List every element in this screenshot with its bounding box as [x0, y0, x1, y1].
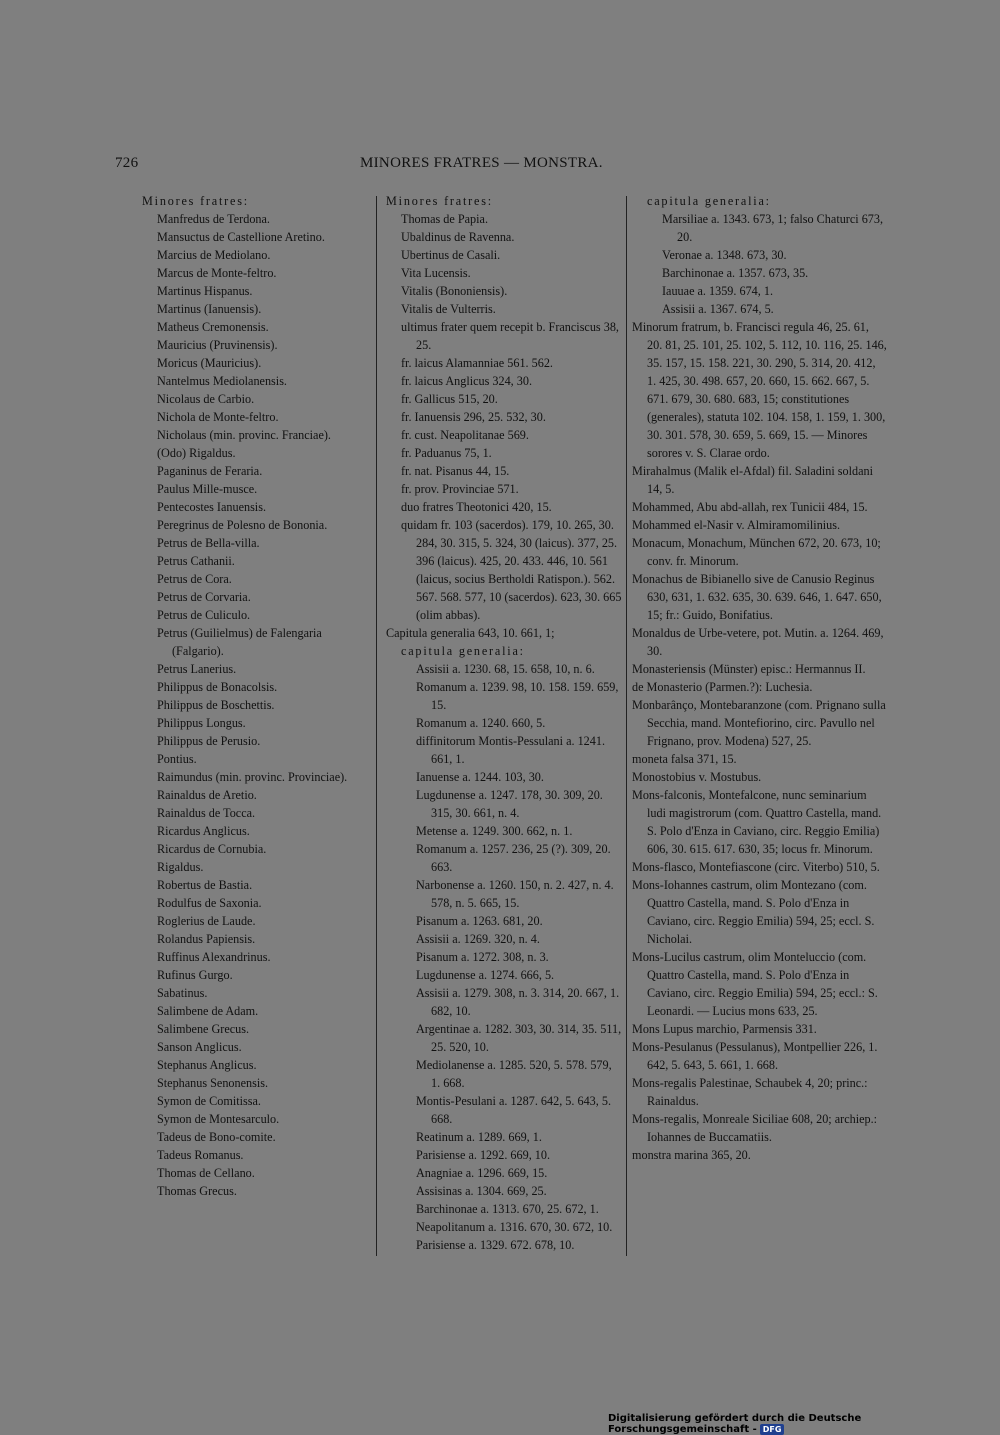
- index-entry: Sanson Anglicus.: [157, 1040, 242, 1054]
- index-entry: fr. laicus Alamanniae 561. 562.: [401, 356, 553, 370]
- index-entry: Paganinus de Feraria.: [157, 464, 263, 478]
- index-entry: Rainaldus de Tocca.: [157, 806, 256, 820]
- index-entry: Mauricius (Pruvinensis).: [157, 338, 278, 352]
- index-entry: Mirahalmus (Malik el-Afdal) fil. Saladini soldani 14, 5.: [632, 464, 873, 496]
- index-entry: Mons-falconis, Montefalcone, nunc seminarium ludi magistrorum (com. Quattro Castella, mand. S. Polo d'Enza in Caviano, circ. Reggio Emilia) 606, 30. 615. 617. 630, 35; locus fr. Minorum.: [632, 788, 882, 856]
- index-entry: Mons-Lucilus castrum, olim Monteluccio (com. Quattro Castella, mand. S. Polo d'Enza in Caviano, circ. Reggio Emilia) 594, 25; eccl.: S. Leonardi. — Lucius mons 633, 25.: [632, 950, 878, 1018]
- index-entry: Barchinonae a. 1357. 673, 35.: [662, 266, 809, 280]
- index-entry: Vita Lucensis.: [401, 266, 471, 280]
- index-entry: Minores fratres:: [142, 194, 249, 208]
- index-column-2: [386, 192, 622, 1254]
- page-number: 726: [115, 155, 139, 171]
- index-entry: Mediolanense a. 1285. 520, 5. 578. 579, 1. 668.: [416, 1058, 612, 1090]
- index-entry: duo fratres Theotonici 420, 15.: [401, 500, 552, 514]
- index-entry: Assisii a. 1230. 68, 15. 658, 10, n. 6.: [416, 662, 595, 676]
- index-entry: Minorum fratrum, b. Francisci regula 46, 25. 61, 20. 81, 25. 101, 25. 102, 5. 112, 10. 116, 25. 146, 35. 157, 15. 158. 221, 30. 290, 5. 314, 20. 412, 1. 425, 30. 498. 657, 20. 660, 15. 662. 667, 5. 671. 679, 30. 680. 683, 15; constitutiones (generales), statuta 102. 104. 158, 1. 159, 1. 300, 30. 301. 578, 30. 659, 5. 669, 15. — Minores sorores v. S. Clarae ordo.: [632, 320, 887, 460]
- index-entry: Assisii a. 1279. 308, n. 3. 314, 20. 667, 1. 682, 10.: [416, 986, 620, 1018]
- index-entry: Romanum a. 1257. 236, 25 (?). 309, 20. 663.: [416, 842, 611, 874]
- index-entry: Tadeus de Bono-comite.: [157, 1130, 276, 1144]
- index-entry: Romanum a. 1240. 660, 5.: [416, 716, 546, 730]
- index-entry: capitula generalia:: [647, 194, 771, 208]
- index-entry: Matheus Cremonensis.: [157, 320, 269, 334]
- index-entry: Iauuae a. 1359. 674, 1.: [662, 284, 774, 298]
- index-entry: Mohammed el-Nasir v. Almiramomilinius.: [632, 518, 841, 532]
- index-entry: Rigaldus.: [157, 860, 204, 874]
- index-entry: Mons-flasco, Montefiascone (circ. Viterbo) 510, 5.: [632, 860, 880, 874]
- index-entry: Mons-regalis, Monreale Siciliae 608, 20; archiep.: Iohannes de Buccamatiis.: [632, 1112, 878, 1144]
- index-entry: Mons Lupus marchio, Parmensis 331.: [632, 1022, 817, 1036]
- index-entry: Barchinonae a. 1313. 670, 25. 672, 1.: [416, 1202, 599, 1216]
- index-entry: Vitalis (Bononiensis).: [401, 284, 508, 298]
- index-entry: Lugdunense a. 1247. 178, 30. 309, 20. 315, 30. 661, n. 4.: [416, 788, 603, 820]
- index-entry: Rodulfus de Saxonia.: [157, 896, 262, 910]
- index-entry: Pisanum a. 1272. 308, n. 3.: [416, 950, 549, 964]
- index-column-3: [632, 192, 887, 1164]
- index-entry: Ianuense a. 1244. 103, 30.: [416, 770, 544, 784]
- index-entry: Roglerius de Laude.: [157, 914, 256, 928]
- index-entry: Veronae a. 1348. 673, 30.: [662, 248, 787, 262]
- index-entry: Ruffinus Alexandrinus.: [157, 950, 271, 964]
- index-entry: Petrus Cathanii.: [157, 554, 235, 568]
- index-entry: monstra marina 365, 20.: [632, 1148, 751, 1162]
- index-entry: Parisiense a. 1292. 669, 10.: [416, 1148, 551, 1162]
- index-entry: capitula generalia:: [401, 644, 525, 658]
- footer-text: Digitalisierung gefördert durch die Deutsche Forschungsgemeinschaft -: [608, 1413, 862, 1435]
- index-entry: Petrus de Cora.: [157, 572, 232, 586]
- index-entry: Monbarânço, Montebaranzone (com. Prignano sulla Secchia, mand. Montefiorino, circ. Pavullo nel Frignano, prov. Modena) 527, 25.: [632, 698, 886, 748]
- index-entry: Nicholaus (min. provinc. Franciae).: [157, 428, 331, 442]
- index-entry: Mons-Pesulanus (Pessulanus), Montpellier 226, 1. 642, 5. 643, 5. 661, 1. 668.: [632, 1040, 878, 1072]
- index-entry: Petrus Lanerius.: [157, 662, 237, 676]
- index-entry: Thomas Grecus.: [157, 1184, 237, 1198]
- index-entry: Montis-Pesulani a. 1287. 642, 5. 643, 5. 668.: [416, 1094, 611, 1126]
- index-entry: Petrus (Guilielmus) de Falengaria (Falgario).: [157, 626, 322, 658]
- index-entry: Martinus (Ianuensis).: [157, 302, 262, 316]
- index-entry: Rolandus Papiensis.: [157, 932, 256, 946]
- page-title: MINORES FRATRES — MONSTRA.: [360, 155, 603, 171]
- index-entry: Monasteriensis (Münster) episc.: Hermannus II.: [632, 662, 866, 676]
- index-entry: Stephanus Senonensis.: [157, 1076, 269, 1090]
- index-entry: Manfredus de Terdona.: [157, 212, 270, 226]
- index-entry: Lugdunense a. 1274. 666, 5.: [416, 968, 555, 982]
- index-entry: Monacum, Monachum, München 672, 20. 673, 10; conv. fr. Minorum.: [632, 536, 881, 568]
- index-entry: Mansuctus de Castellione Aretino.: [157, 230, 325, 244]
- index-entry: Thomas de Papia.: [401, 212, 488, 226]
- column-divider-2: [626, 196, 627, 1256]
- index-entry: Marcius de Mediolano.: [157, 248, 271, 262]
- index-entry: Monachus de Bibianello sive de Canusio Reginus 630, 631, 1. 632. 635, 30. 639. 646, 1. 647. 650, 15; fr.: Guido, Bonifatius.: [632, 572, 882, 622]
- index-entry: Robertus de Bastia.: [157, 878, 253, 892]
- index-entry: Nichola de Monte-feltro.: [157, 410, 279, 424]
- index-entry: fr. Paduanus 75, 1.: [401, 446, 492, 460]
- index-entry: Ubaldinus de Ravenna.: [401, 230, 515, 244]
- index-entry: Moricus (Mauricius).: [157, 356, 262, 370]
- dfg-logo: DFG: [760, 1424, 785, 1435]
- index-entry: Paulus Mille-musce.: [157, 482, 258, 496]
- index-entry: Salimbene Grecus.: [157, 1022, 250, 1036]
- index-entry: Petrus de Culiculo.: [157, 608, 251, 622]
- index-entry: fr. nat. Pisanus 44, 15.: [401, 464, 510, 478]
- index-entry: Symon de Montesarculo.: [157, 1112, 280, 1126]
- index-entry: Salimbene de Adam.: [157, 1004, 259, 1018]
- index-entry: Ubertinus de Casali.: [401, 248, 501, 262]
- index-entry: Marcus de Monte-feltro.: [157, 266, 277, 280]
- index-entry: fr. prov. Provinciae 571.: [401, 482, 519, 496]
- index-entry: Rufinus Gurgo.: [157, 968, 233, 982]
- index-entry: Parisiense a. 1329. 672. 678, 10.: [416, 1238, 575, 1252]
- index-entry: Philippus de Perusio.: [157, 734, 261, 748]
- index-entry: Assisii a. 1367. 674, 5.: [662, 302, 774, 316]
- index-entry: Martinus Hispanus.: [157, 284, 253, 298]
- index-entry: Nicolaus de Carbio.: [157, 392, 255, 406]
- index-entry: Pentecostes Ianuensis.: [157, 500, 266, 514]
- index-entry: de Monasterio (Parmen.?): Luchesia.: [632, 680, 813, 694]
- index-entry: Sabatinus.: [157, 986, 208, 1000]
- index-entry: Neapolitanum a. 1316. 670, 30. 672, 10.: [416, 1220, 613, 1234]
- index-column-1: [142, 192, 367, 1200]
- index-entry: Monaldus de Urbe-vetere, pot. Mutin. a. 1264. 469, 30.: [632, 626, 884, 658]
- index-entry: Philippus Longus.: [157, 716, 246, 730]
- index-entry: (Odo) Rigaldus.: [157, 446, 236, 460]
- index-entry: Ricardus Anglicus.: [157, 824, 250, 838]
- index-entry: fr. Gallicus 515, 20.: [401, 392, 498, 406]
- index-entry: fr. laicus Anglicus 324, 30.: [401, 374, 533, 388]
- index-entry: Assisinas a. 1304. 669, 25.: [416, 1184, 547, 1198]
- index-entry: Stephanus Anglicus.: [157, 1058, 257, 1072]
- index-entry: diffinitorum Montis-Pessulani a. 1241. 661, 1.: [416, 734, 606, 766]
- index-entry: quidam fr. 103 (sacerdos). 179, 10. 265, 30. 284, 30. 315, 5. 324, 30 (laicus). 377, 25. 396 (laicus). 425, 20. 433. 446, 10. 561 (laicus, socius Bertholdi Ratispon.). 562. 567. 568. 577, 10 (sacerdos). 623, 30. 665 (olim abbas).: [401, 518, 622, 622]
- index-entry: fr. Ianuensis 296, 25. 532, 30.: [401, 410, 546, 424]
- index-entry: Metense a. 1249. 300. 662, n. 1.: [416, 824, 573, 838]
- index-entry: Rainaldus de Aretio.: [157, 788, 257, 802]
- index-entry: fr. cust. Neapolitanae 569.: [401, 428, 529, 442]
- index-entry: Ricardus de Cornubia.: [157, 842, 267, 856]
- index-entry: Monostobius v. Mostubus.: [632, 770, 762, 784]
- index-entry: Minores fratres:: [386, 194, 493, 208]
- column-divider-1: [376, 196, 377, 1256]
- index-entry: Philippus de Boschettis.: [157, 698, 275, 712]
- index-entry: Peregrinus de Polesno de Bononia.: [157, 518, 328, 532]
- index-entry: Vitalis de Vulterris.: [401, 302, 496, 316]
- index-entry: moneta falsa 371, 15.: [632, 752, 737, 766]
- index-entry: ultimus frater quem recepit b. Franciscus 38, 25.: [401, 320, 619, 352]
- index-entry: Raimundus (min. provinc. Provinciae).: [157, 770, 348, 784]
- index-entry: Marsiliae a. 1343. 673, 1; falso Chaturci 673, 20.: [662, 212, 884, 244]
- footer: [608, 1413, 1000, 1435]
- index-entry: Mohammed, Abu abd-allah, rex Tunicii 484, 15.: [632, 500, 868, 514]
- index-entry: Capitula generalia 643, 10. 661, 1;: [386, 626, 555, 640]
- index-entry: Mons-Iohannes castrum, olim Montezano (com. Quattro Castella, mand. S. Polo d'Enza in Caviano, circ. Reggio Emilia) 594, 25; eccl. S. Nicholai.: [632, 878, 875, 946]
- index-entry: Argentinae a. 1282. 303, 30. 314, 35. 511, 25. 520, 10.: [416, 1022, 622, 1054]
- index-entry: Nantelmus Mediolanensis.: [157, 374, 287, 388]
- index-entry: Philippus de Bonacolsis.: [157, 680, 278, 694]
- index-entry: Symon de Comitissa.: [157, 1094, 261, 1108]
- index-entry: Petrus de Corvaria.: [157, 590, 251, 604]
- index-entry: Petrus de Bella-villa.: [157, 536, 260, 550]
- index-entry: Reatinum a. 1289. 669, 1.: [416, 1130, 542, 1144]
- index-entry: Anagniae a. 1296. 669, 15.: [416, 1166, 548, 1180]
- index-entry: Tadeus Romanus.: [157, 1148, 244, 1162]
- index-entry: Mons-regalis Palestinae, Schaubek 4, 20; princ.: Rainaldus.: [632, 1076, 868, 1108]
- index-entry: Romanum a. 1239. 98, 10. 158. 159. 659, 15.: [416, 680, 619, 712]
- index-entry: Thomas de Cellano.: [157, 1166, 255, 1180]
- index-entry: Assisii a. 1269. 320, n. 4.: [416, 932, 540, 946]
- index-entry: Pisanum a. 1263. 681, 20.: [416, 914, 543, 928]
- index-entry: Pontius.: [157, 752, 197, 766]
- index-entry: Narbonense a. 1260. 150, n. 2. 427, n. 4. 578, n. 5. 665, 15.: [416, 878, 614, 910]
